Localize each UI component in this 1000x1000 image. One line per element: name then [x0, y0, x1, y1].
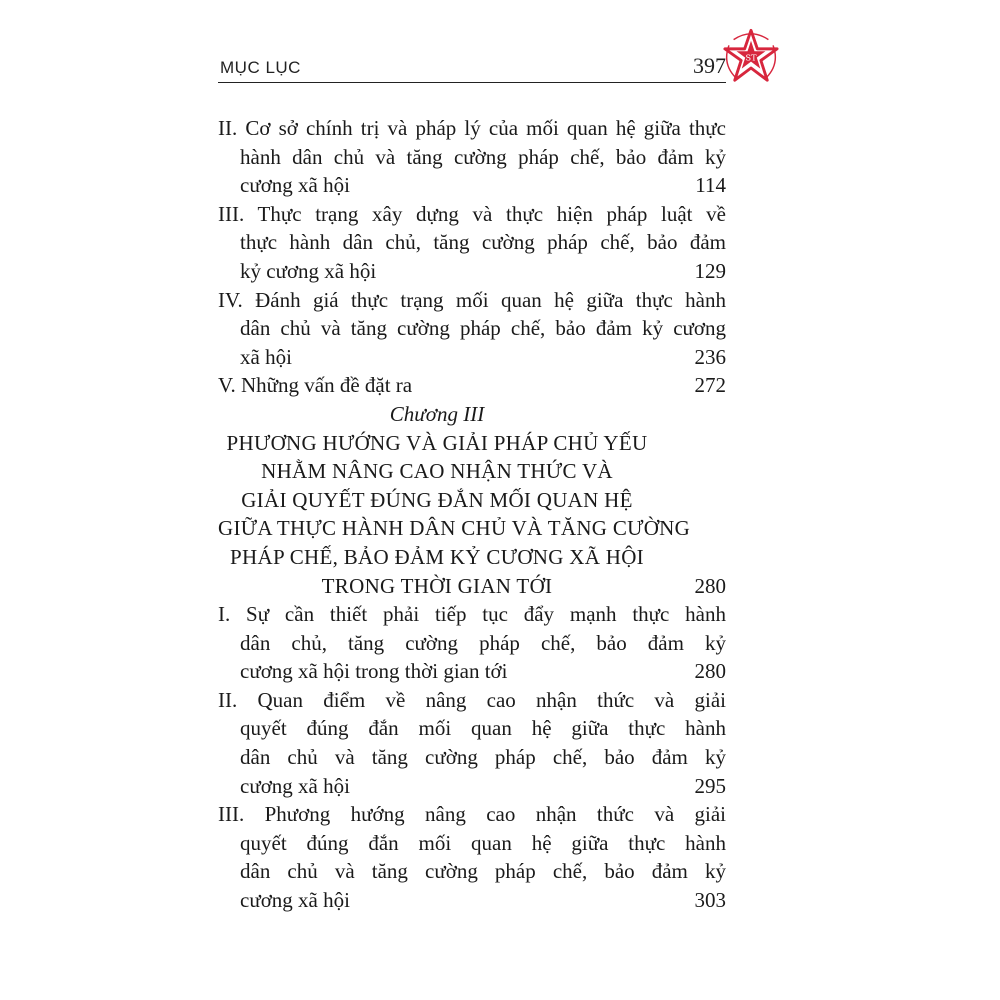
publisher-star-logo-icon: [722, 28, 780, 86]
svg-text:ST: ST: [745, 52, 757, 63]
table-of-contents: [218, 114, 726, 915]
running-header: [218, 52, 726, 83]
toc-entry-line: xã hội: [240, 344, 292, 369]
chapter-title: [218, 429, 691, 601]
toc-entry-line: cương xã hội trong thời gian tới: [240, 659, 508, 684]
toc-entry-line: dân chủ và tăng cường pháp chế, bảo đảm kỷ: [240, 745, 726, 770]
toc-entry-line: cương xã hội: [240, 773, 350, 798]
toc-entry-line: cương xã hội: [240, 173, 350, 198]
toc-entry-page-number: 129: [694, 258, 726, 283]
toc-entry-line: dân chủ và tăng cường pháp chế, bảo đảm kỷ: [240, 859, 726, 884]
toc-entry-line: III. Thực trạng xây dựng và thực hiện pháp luật về: [218, 201, 726, 226]
chapter-title-line: NHẰM NÂNG CAO NHẬN THỨC VÀ: [261, 459, 613, 484]
toc-entry-line: dân chủ và tăng cường pháp chế, bảo đảm kỷ cương: [240, 316, 726, 341]
toc-entry-page-number: 114: [695, 173, 726, 198]
toc-entry-line: dân chủ, tăng cường pháp chế, bảo đảm kỷ: [240, 630, 726, 655]
toc-entry-line: cương xã hội: [240, 888, 350, 913]
toc-entry-line: hành dân chủ và tăng cường pháp chế, bảo đảm kỷ: [240, 144, 726, 169]
toc-entry-line: III. Phương hướng nâng cao nhận thức và giải: [218, 802, 726, 827]
toc-entry-page-number: 303: [694, 888, 726, 913]
toc-entry-line: II. Quan điểm về nâng cao nhận thức và giải: [218, 687, 726, 712]
toc-entry-line: I. Sự cần thiết phải tiếp tục đẩy mạnh thực hành: [218, 602, 726, 627]
toc-entry-line: II. Cơ sở chính trị và pháp lý của mối quan hệ giữa thực: [218, 116, 726, 140]
toc-entry-line: IV. Đánh giá thực trạng mối quan hệ giữa thực hành: [218, 287, 726, 312]
toc-entries-after: [218, 600, 726, 915]
toc-entry-page-number: 280: [694, 659, 726, 684]
chapter-title-line: PHƯƠNG HƯỚNG VÀ GIẢI PHÁP CHỦ YẾU: [226, 430, 648, 455]
chapter-title-line: GIỮA THỰC HÀNH DÂN CHỦ VÀ TĂNG CƯỜNG: [218, 516, 691, 541]
toc-entry-page-number: 295: [694, 773, 726, 798]
header-page-number: 397: [693, 53, 726, 78]
toc-entry-page-number: 272: [694, 373, 726, 398]
toc-entry-line: quyết đúng đắn mối quan hệ giữa thực hành: [240, 716, 726, 741]
chapter-page-number: 280: [694, 573, 726, 598]
header-title: MỤC LỤC: [220, 58, 301, 77]
chapter-title-line: TRONG THỜI GIAN TỚI: [321, 573, 553, 598]
toc-entry: [218, 686, 726, 800]
chapter-title-line: GIẢI QUYẾT ĐÚNG ĐẮN MỐI QUAN HỆ: [241, 487, 633, 512]
toc-entry: [218, 114, 726, 200]
toc-entry-page-number: 236: [694, 344, 726, 369]
toc-entry-line: quyết đúng đắn mối quan hệ giữa thực hành: [240, 830, 726, 855]
toc-entry: [218, 371, 726, 400]
toc-entry: [218, 200, 726, 286]
toc-entry-line: V. Những vấn đề đặt ra: [218, 373, 413, 398]
toc-entry-line: kỷ cương xã hội: [240, 258, 377, 283]
chapter-block: [218, 400, 726, 600]
chapter-label: Chương III: [389, 401, 485, 426]
chapter-title-line: PHÁP CHẾ, BẢO ĐẢM KỶ CƯƠNG XÃ HỘI: [230, 544, 644, 569]
toc-entries-before: [218, 114, 726, 400]
toc-entry-line: thực hành dân chủ, tăng cường pháp chế, bảo đảm: [240, 230, 726, 255]
toc-entry: [218, 600, 726, 686]
toc-entry: [218, 800, 726, 914]
toc-entry: [218, 286, 726, 372]
